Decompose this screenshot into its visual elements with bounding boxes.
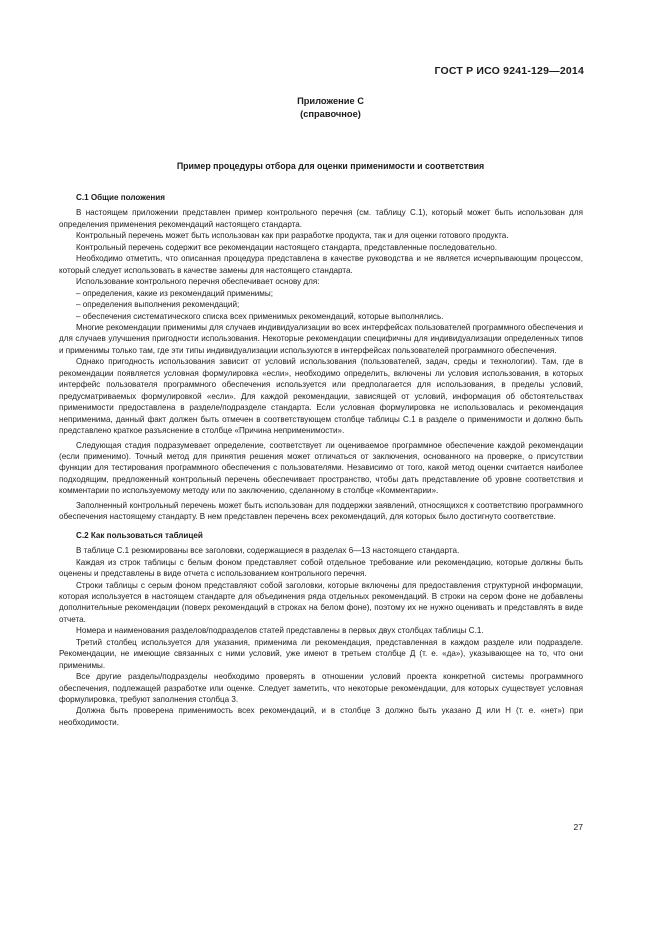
paragraph: Контрольный перечень содержит все рекомендации настоящего стандарта, представленные последовательно. [76, 242, 497, 252]
body-text [59, 192, 583, 728]
paragraph: В таблице С.1 резюмированы все заголовки, содержащиеся в разделах 6—13 настоящего стандарта. [76, 546, 460, 556]
paragraph: Следующая стадия подразумевает определение, соответствует ли оцениваемое программное обеспечение каждой рекомендации (если применимо). Точный метод для принятия решения может отличаться от заключения, основанного на проверке, о присутствии функции для тестирования программного обеспечения с пользователями. Независимо от того, какой метод оценки считается наиболее подходящим, предложенный контрольный перечень обеспечивает пространство, чтобы дать представление об уровне соответствия и комментарии по используемому методу или по заключению, сделанному в столбце «Комментарии». [59, 440, 583, 496]
paragraph: Номера и наименования разделов/подразделов статей представлены в первых двух столбцах таблицы С.1. [76, 626, 484, 636]
paragraph: Необходимо отметить, что описанная процедура представлена в качестве руководства и не является исчерпывающим процессом, который следует использовать в качестве замены для настоящего стандарта. [59, 254, 583, 275]
appendix-label: Приложение С [297, 96, 364, 106]
section-heading: С.2 Как пользоваться таблицей [76, 530, 203, 540]
paragraph: Многие рекомендации применимы для случаев индивидуализации во всех интерфейсах пользователей программного обеспечения и для случаев улучшения пригодности использования. Некоторые рекомендации специфичны для индивидуализации определенных типов и применимы только там, где эти типы индивидуализации используются в интерфейсах пользователей программного обеспечения. [59, 322, 583, 355]
list-item: – определения выполнения рекомендаций; [76, 300, 240, 310]
paragraph: Все другие разделы/подразделы необходимо проверять в отношении условий проекта конкретной системы программного обеспечения, подлежащей разработке или оценке. Следует заметить, что некоторые рекомендации, для которых существует условная формулировка, требуют заполнения столбца 3. [59, 672, 583, 705]
page-number: 27 [573, 822, 583, 832]
paragraph: Каждая из строк таблицы с белым фоном представляет собой отдельное требование или рекомендацию, которые должны быть оценены и представлены в виде отчета с использованием контрольного перечня. [59, 557, 583, 579]
paragraph: Строки таблицы с серым фоном представляют собой заголовки, которые включены для предоставления структурной информации, которая используется в настоящем стандарте для объединения ряда отдельных рекомендаций. В строки на сером фоне не добавлены дополнительные рекомендации (поверх рекомендаций в строках на белом фоне), поэтому их не нужно оценивать и представлять в виде отчета. [59, 580, 583, 624]
paragraph: Однако пригодность использования зависит от условий использования (пользователей, задач, среды и технологии). Там, где в рекомендации появляется условная формулировка «если», необходимо определить, включены ли условия использования, в которых интерфейс пользователя программного обеспечения используется или предполагается для использования, в пределы условий, предусматриваемых формулировкой «если». Для каждой рекомендации, зависящей от условий, информация об обстоятельствах применимости предоставлена в разделе/подразделе стандарта. Если условная формулировка не использовалась и рекомендация неприменима, данный факт должен быть отмечен в соответствующем столбце таблицы С.1 в разделе о применимости и должно быть представлено краткое разъяснение в столбце «Причина неприменимости». [59, 357, 583, 436]
appendix-title: Пример процедуры отбора для оценки применимости и соответствия [176, 161, 485, 171]
section-heading: С.1 Общие положения [76, 193, 165, 202]
list-item: – обеспечения систематического списка всех применимых рекомендаций, которые выполнялись. [76, 311, 444, 321]
paragraph: Третий столбец используется для указания, применима ли рекомендация, представленная в каждом разделе или подразделе. Рекомендации, не имеющие связанных с ними условий, уже имеют в третьем столбце Д (т. е. «да»), указывающее на то, что они применимы. [59, 637, 583, 670]
paragraph: Заполненный контрольный перечень может быть использован для поддержки заявлений, относящихся к соответствию программного обеспечения настоящему стандарту. В нем представлен перечень всех рекомендаций, для которых было достигнуто соответствие. [59, 500, 583, 522]
paragraph: Использование контрольного перечня обеспечивает основу для: [76, 277, 320, 287]
standard-header: ГОСТ Р ИСО 9241-129—2014 [434, 65, 584, 77]
paragraph: В настоящем приложении представлен пример контрольного перечня (см. таблицу С.1), который может быть использован для определения применения рекомендаций настоящего стандарта. [59, 208, 583, 229]
list-item: – определения, какие из рекомендаций применимы; [76, 288, 273, 298]
paragraph: Должна быть проверена применимость всех рекомендаций, и в столбце 3 должно быть указано Д или Н (т. е. «нет») при необходимости. [59, 706, 583, 727]
paragraph: Контрольный перечень может быть использован как при разработке продукта, так и для оценки готового продукта. [76, 231, 509, 241]
appendix-type: (справочное) [300, 109, 361, 119]
